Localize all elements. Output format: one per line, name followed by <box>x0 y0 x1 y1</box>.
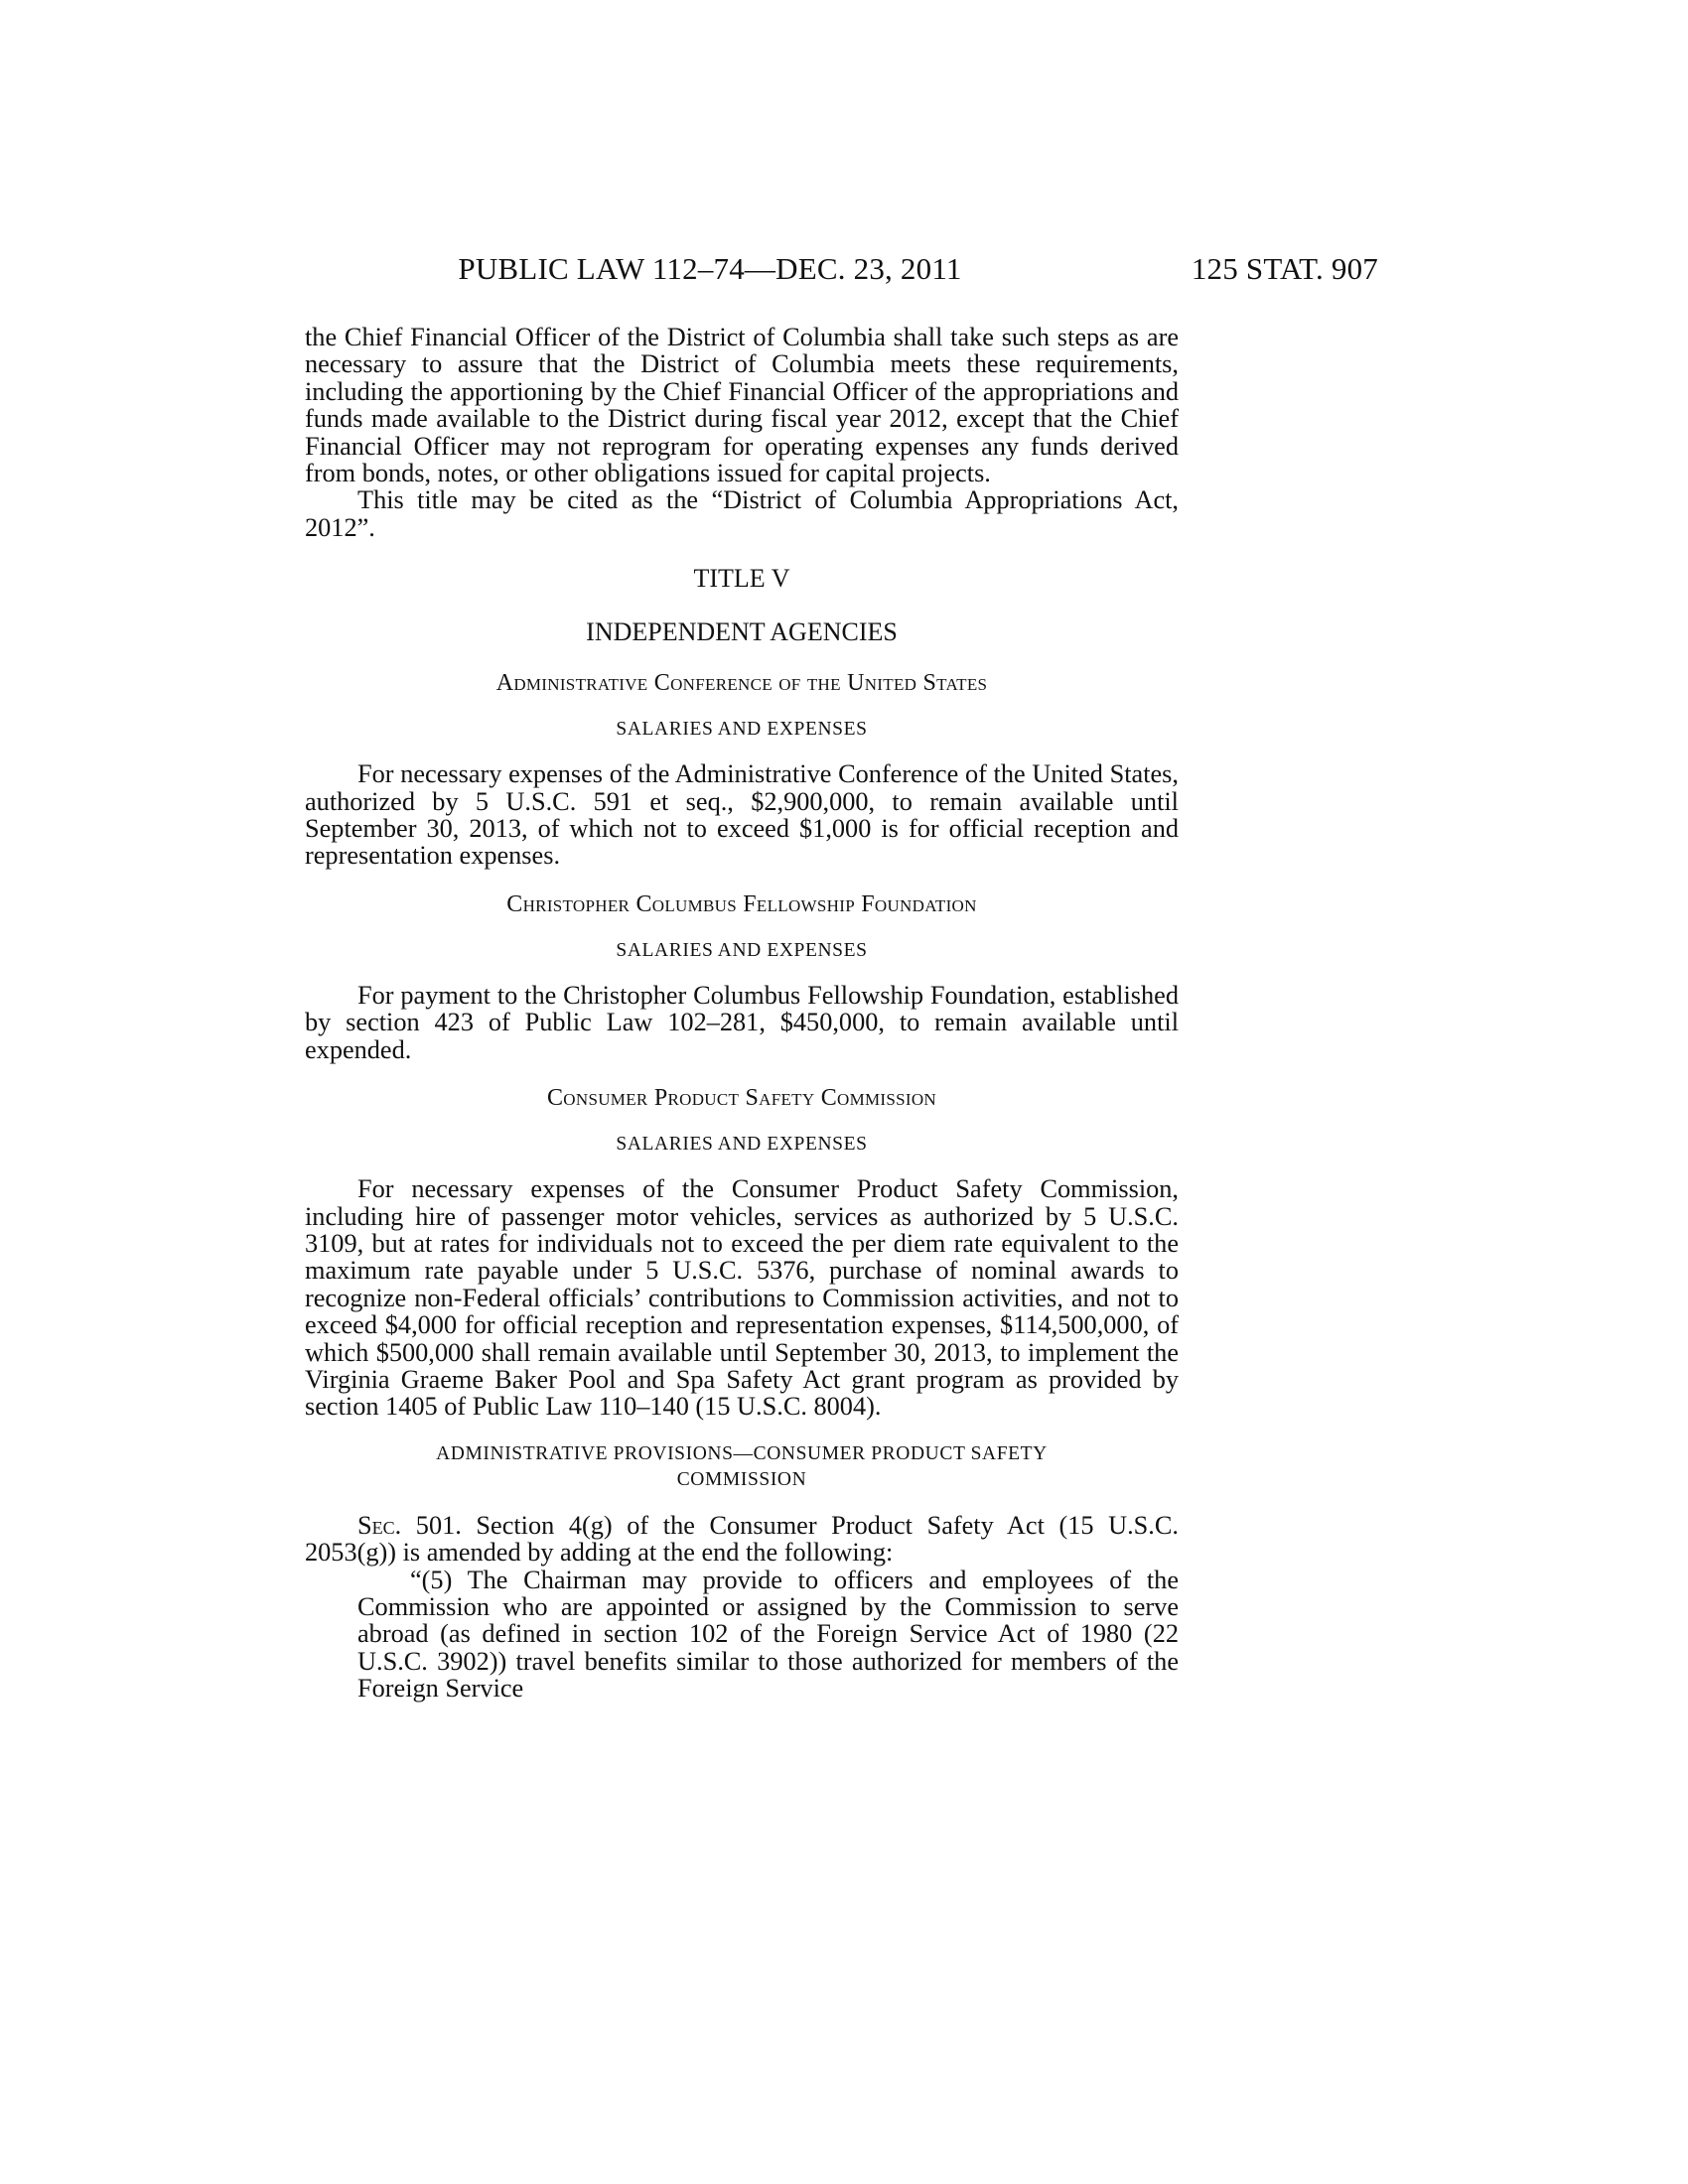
section-501-paragraph <box>305 1512 1179 1567</box>
administrative-provisions-line-1: ADMINISTRATIVE PROVISIONS—CONSUMER PRODUCT SAFETY <box>436 1442 1048 1464</box>
paragraph-short-title: This title may be cited as the “District of Columbia Appropriations Act, 2012”. <box>305 485 1179 542</box>
paragraph-acus: For necessary expenses of the Administrative Conference of the United States, authorized by 5 U.S.C. 591 et seq., $2,900,000, to remain available until September 30, 2013, of which not to exceed $1,000 is for official reception and representation expenses. <box>305 759 1179 871</box>
agency-heading-cpsc: Consumer Product Safety Commission <box>547 1085 936 1112</box>
subheading-salaries: SALARIES AND EXPENSES <box>616 939 868 961</box>
paragraph-cpsc: For necessary expenses of the Consumer Product Safety Commission, including hire of passenger motor vehicles, services as authorized by 5 U.S.C. 3109, but at rates for individuals not to exceed the per diem rate equivalent to the maximum rate payable under 5 U.S.C. 5376, purchase of nominal awards to recognize non-Federal officials’ contributions to Commission activities, and not to exceed $4,000 for official reception and representation expenses, $114,500,000, of which $500,000 shall remain available until September 30, 2013, to implement the Virginia Graeme Baker Pool and Spa Safety Act grant program as provided by section 1405 of Public Law 110–140 (15 U.S.C. 8004). <box>305 1174 1179 1422</box>
administrative-provisions-heading <box>305 1441 1179 1493</box>
section-label: Sec. 501. <box>357 1510 462 1540</box>
section-501-text: Section 4(g) of the Consumer Product Safety Act (15 U.S.C. 2053(g)) is amended by adding at the end the following: <box>305 1510 1179 1568</box>
subheading-salaries: SALARIES AND EXPENSES <box>616 719 868 741</box>
subheading-salaries: SALARIES AND EXPENSES <box>616 1134 868 1156</box>
page-body <box>305 324 1179 1703</box>
paragraph-ccff: For payment to the Christopher Columbus Fellowship Foundation, established by section 423 of Public Law 102–281, $450,000, to remain available until expended. <box>305 980 1179 1064</box>
header-stat-page: 125 STAT. 907 <box>1191 251 1378 286</box>
header-title: PUBLIC LAW 112–74—DEC. 23, 2011 <box>458 251 962 286</box>
paragraph-continued: the Chief Financial Officer of the District of Columbia shall take such steps as are necessary to assure that the District of Columbia meets these requirements, including the apportioning by the Chief Financial Officer of the appropriations and funds made available to the District during fiscal year 2012, except that the Chief Financial Officer may not reprogram for operating expenses any funds derived from bonds, notes, or other obligations issued for capital projects. <box>305 323 1179 488</box>
quoted-amendment: “(5) The Chairman may provide to officers and employees of the Commission who are appointed or assigned by the Commission to serve abroad (as defined in section 102 of the Foreign Service Act of 1980 (22 U.S.C. 3902)) travel benefits similar to those authorized for members of the Foreign Service <box>357 1565 1179 1704</box>
running-header <box>0 251 1688 291</box>
agency-heading-acus: Administrative Conference of the United States <box>495 670 988 697</box>
administrative-provisions-line-2: COMMISSION <box>676 1468 807 1490</box>
agency-heading-ccff: Christopher Columbus Fellowship Foundation <box>506 890 977 917</box>
title-name: INDEPENDENT AGENCIES <box>586 617 898 647</box>
title-heading: TITLE V <box>693 564 790 594</box>
